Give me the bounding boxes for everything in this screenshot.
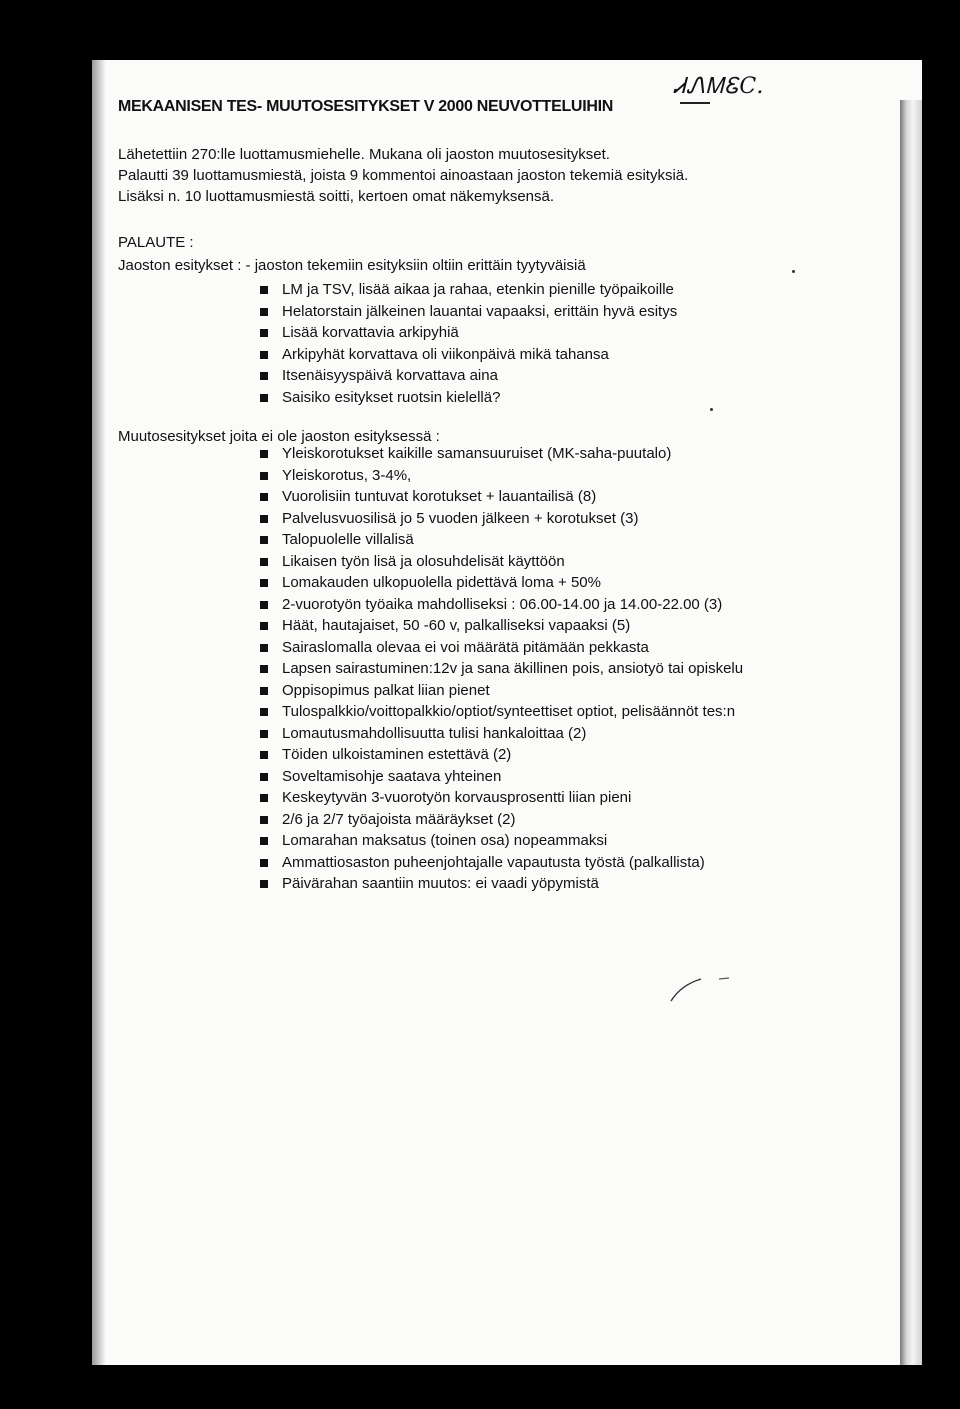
intro-line: Palautti 39 luottamusmiestä, joista 9 kommentoi ainoastaan jaoston tekemiä esityksiä. [118,167,689,184]
list-item: LM ja TSV, lisää aikaa ja rahaa, etenkin pienille työpaikoille [260,279,677,301]
palaute-list [260,279,677,408]
intro-line: Lähetettiin 270:lle luottamusmiehelle. Mukana oli jaoston muutosesitykset. [118,146,610,163]
intro-line: Lisäksi n. 10 luottamusmiestä soitti, kertoen omat näkemyksensä. [118,188,555,205]
palaute-heading: PALAUTE : [118,234,194,251]
pen-stroke-mark [667,965,737,1005]
document-page [92,60,922,1365]
list-item: Töiden ulkoistaminen estettävä (2) [260,744,743,766]
handwritten-note: ᏗᏁᎷᏋC. [674,74,765,99]
list-item: Lomakauden ulkopuolella pidettävä loma + 50% [260,572,743,594]
scan-speck [710,408,713,411]
list-item: Päivärahan saantiin muutos: ei vaadi yöpymistä [260,873,743,895]
list-item: Arkipyhät korvattava oli viikonpäivä mikä tahansa [260,344,677,366]
page-edge [900,100,922,1365]
list-item: Talopuolelle villalisä [260,529,743,551]
list-item: Vuorolisiin tuntuvat korotukset + lauantailisä (8) [260,486,743,508]
list-item: Yleiskorotukset kaikille samansuuruiset (MK-saha-puutalo) [260,443,743,465]
list-item: Häät, hautajaiset, 50 -60 v, palkalliseksi vapaaksi (5) [260,615,743,637]
list-item: Lomarahan maksatus (toinen osa) nopeammaksi [260,830,743,852]
list-item: Lisää korvattavia arkipyhiä [260,322,677,344]
list-item: Lapsen sairastuminen:12v ja sana äkillinen pois, ansiotyö tai opiskelu [260,658,743,680]
list-item: Tulospalkkio/voittopalkkio/optiot/synteettiset optiot, pelisäännöt tes:n [260,701,743,723]
list-item: Yleiskorotus, 3-4%, [260,465,743,487]
list-item: 2-vuorotyön työaika mahdolliseksi : 06.00-14.00 ja 14.00-22.00 (3) [260,594,743,616]
document-title: MEKAANISEN TES- MUUTOSESITYKSET V 2000 NEUVOTTELUIHIN [118,98,613,115]
list-item: 2/6 ja 2/7 työajoista määräykset (2) [260,809,743,831]
muutos-heading: Muutosesitykset joita ei ole jaoston esityksessä : [118,428,440,445]
list-item: Palvelusvuosilisä jo 5 vuoden jälkeen + korotukset (3) [260,508,743,530]
list-item: Helatorstain jälkeinen lauantai vapaaksi, erittäin hyvä esitys [260,301,677,323]
muutos-list [260,443,743,895]
intro-paragraph [118,144,688,207]
list-item: Soveltamisohje saatava yhteinen [260,766,743,788]
list-item: Oppisopimus palkat liian pienet [260,680,743,702]
list-item: Ammattiosaston puheenjohtajalle vapautusta työstä (palkallista) [260,852,743,874]
scan-speck [792,270,795,273]
list-item: Likaisen työn lisä ja olosuhdelisät käyttöön [260,551,743,573]
palaute-subheading: Jaoston esitykset : - jaoston tekemiin esityksiin oltiin erittäin tyytyväisiä [118,257,586,274]
list-item: Sairaslomalla olevaa ei voi määrätä pitämään pekkasta [260,637,743,659]
handwritten-underline [680,102,710,104]
list-item: Lomautusmahdollisuutta tulisi hankaloittaa (2) [260,723,743,745]
list-item: Saisiko esitykset ruotsin kielellä? [260,387,677,409]
list-item: Itsenäisyyspäivä korvattava aina [260,365,677,387]
list-item: Keskeytyvän 3-vuorotyön korvausprosentti liian pieni [260,787,743,809]
scan-shadow [92,60,106,1365]
